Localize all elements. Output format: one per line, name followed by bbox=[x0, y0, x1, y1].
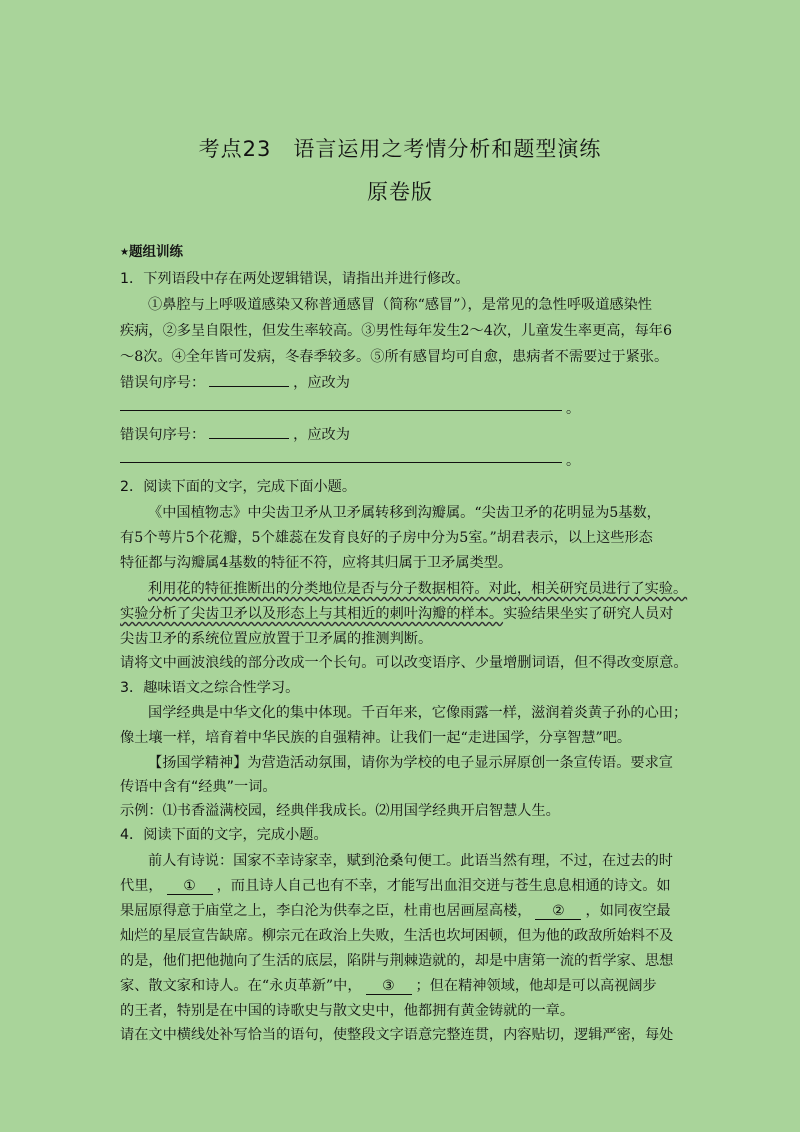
answer-blank-3[interactable]: ③ bbox=[366, 978, 412, 995]
q1-text-line: ～8次。④全年皆可发病，冬春季较多。⑤所有感冒均可自愈，患病者不需要过于紧张。 bbox=[120, 349, 669, 365]
q3-task-line: 传语中含有“经典”一词。 bbox=[120, 779, 277, 795]
document-title: 考点23 语言运用之考情分析和题型演练 bbox=[198, 137, 602, 161]
error-number-blank[interactable] bbox=[209, 424, 289, 439]
period: 。 bbox=[566, 453, 580, 469]
question-3-prompt: 3．趣味语文之综合性学习。 bbox=[120, 680, 300, 696]
q4-text-line: 的是，他们把他抛向了生活的底层，陷阱与荆棘造就的，却是中唐第一流的哲学家、思想 bbox=[120, 953, 674, 969]
q2-text-line: 有5个萼片5个花瓣，5个雄蕊在发育良好的子房中分为5室。”胡君表示，以上这些形态 bbox=[120, 530, 653, 546]
period: 。 bbox=[566, 401, 580, 417]
document-subtitle: 原卷版 bbox=[367, 180, 433, 204]
q4-text-line: 果屈原得意于庙堂之上，李白沦为供奉之臣，杜甫也居画屋高楼， ② ，如同夜空最 bbox=[120, 903, 671, 919]
q2-text-line: 《中国植物志》中尖齿卫矛从卫矛属转移到沟瓣属。“尖齿卫矛的花明显为5基数， bbox=[148, 505, 661, 521]
q1-text-line: 疾病，②多呈自限性，但发生率较高。③男性每年发生2～4次，儿童发生率更高，每年6 bbox=[120, 323, 673, 339]
q4-instruction: 请在文中横线处补写恰当的语句，使整段文字语意完整连贯，内容贴切，逻辑严密，每处 bbox=[120, 1027, 674, 1043]
q3-text-line: 国学经典是中华文化的集中体现。千百年来，它像雨露一样，滋润着炎黄子孙的心田； bbox=[148, 705, 688, 721]
question-4-prompt: 4．阅读下面的文字，完成小题。 bbox=[120, 827, 328, 843]
q4-text-line: 代里， ① ，而且诗人自己也有不幸，才能写出血泪交迸与苍生息息相通的诗文。如 bbox=[120, 878, 671, 894]
answer-blank-2[interactable]: ② bbox=[535, 903, 581, 920]
q3-example: 示例：⑴书香溢满校园，经典伴我成长。⑵用国学经典开启智慧人生。 bbox=[120, 803, 560, 819]
q2-wavy-line-2: 实验分析了尖齿卫矛以及形态上与其相近的刺叶沟瓣的样本。实验结果坐实了研究人员对 bbox=[120, 606, 674, 622]
q1-error-row-1: 错误句序号： ，应改为 bbox=[120, 372, 350, 392]
q4-text-line: 前人有诗说：国家不幸诗家幸，赋到沧桑句便工。此语当然有理，不过，在过去的时 bbox=[148, 853, 673, 869]
q2-text-line: 尖齿卫矛的系统位置应放置于卫矛属的推测判断。 bbox=[120, 631, 433, 647]
q2-wavy-line-1: 利用花的特征推断出的分类地位是否与分子数据相符。对此，相关研究员进行了实验。 bbox=[148, 581, 688, 597]
correction-blank[interactable] bbox=[120, 410, 562, 411]
question-1-prompt: 1．下列语段中存在两处逻辑错误，请指出并进行修改。 bbox=[120, 271, 470, 287]
q4-text-line: 的王者，特别是在中国的诗歌史与散文史中，他都拥有黄金铸就的一章。 bbox=[120, 1003, 575, 1019]
star-icon: ★ bbox=[120, 247, 129, 258]
q4-text-line: 家、散文家和诗人。在“永贞革新”中， ③ ；但在精神领域，他却是可以高视阔步 bbox=[120, 978, 657, 994]
q2-instruction: 请将文中画波浪线的部分改成一个长句。可以改变语序、少量增删词语，但不得改变原意。 bbox=[120, 655, 688, 671]
correction-blank[interactable] bbox=[120, 462, 562, 463]
q3-text-line: 像土壤一样，培育着中华民族的自强精神。让我们一起“走进国学，分享智慧”吧。 bbox=[120, 730, 632, 746]
q2-text-line: 特征都与沟瓣属4基数的特征不符，应将其归属于卫矛属类型。 bbox=[120, 555, 513, 571]
section-heading: ★题组训练 bbox=[120, 244, 183, 260]
q1-error-row-2: 错误句序号： ，应改为 bbox=[120, 424, 350, 444]
q4-text-line: 灿烂的星辰宣告缺席。柳宗元在政治上失败，生活也坎坷困顿，但为他的政敌所始料不及 bbox=[120, 928, 674, 944]
answer-blank-1[interactable]: ① bbox=[167, 878, 213, 895]
question-2-prompt: 2．阅读下面的文字，完成下面小题。 bbox=[120, 479, 357, 495]
q1-text-line: ①鼻腔与上呼吸道感染又称普通感冒（简称“感冒”），是常见的急性呼吸道感染性 bbox=[148, 297, 652, 313]
q3-task-line: 【扬国学精神】为营造活动氛围，请你为学校的电子显示屏原创一条宣传语。要求宣 bbox=[148, 755, 673, 771]
error-number-blank[interactable] bbox=[209, 372, 289, 387]
